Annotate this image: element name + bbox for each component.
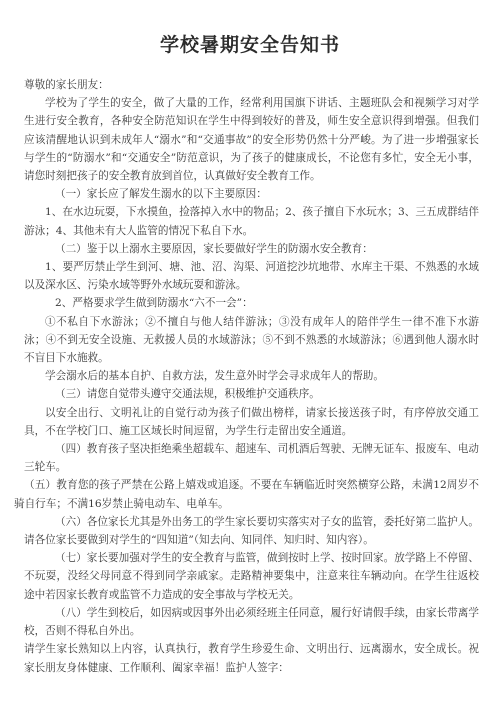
heading-drowning-causes: （一）家长应了解发生溺水的以下主要原因：	[55, 188, 267, 201]
heading-traffic-rules: （三）请您自觉带头遵守交通法规，积极维护交通秩序。	[55, 388, 320, 401]
heading-drowning-education: （二）鉴于以上溺水主要原因，家长要做好学生的防溺水安全教育：	[55, 242, 373, 255]
paragraph-closing-signature: 请学生家长熟知以上内容，认真执行，教育学生珍爱生命、文明出行、远离溺水，安全成长。祝家长朋友身体健康、工作顺利、阖家幸福！监护人签字：	[24, 643, 479, 674]
paragraph-six-rules: ①不私自下水游泳；②不擅自与他人结伴游泳；③没有成年人的陪伴学生一律不准下水游泳；④不到无安全设施、无救援人员的水域游泳；⑤不到不熟悉的水域游泳；⑥遇到他人溺水时不盲目下水施救。	[24, 315, 479, 365]
paragraph-safe-travel: 以安全出行、文明礼让的自觉行动为孩子们做出榜样，请家长接送孩子时，有序停放交通工具，不在学校门口、施工区域长时间逗留，为学生行走留出安全通道。	[24, 406, 479, 437]
paragraph-self-rescue: 学会溺水后的基本自护、自救方法，发生意外时学会寻求成年人的帮助。	[45, 370, 384, 383]
document-title: 学校暑期安全告知书	[159, 34, 340, 56]
document-body	[14, 76, 479, 677]
salutation: 尊敬的家长朋友：	[24, 79, 109, 91]
paragraph-vehicle-refusal: （四）教育孩子坚决拒绝乘坐超载车、超速车、司机酒后驾驶、无牌无证车、报废车、电动三轮车。	[24, 443, 479, 474]
paragraph-supervision: （七）家长要加强对学生的安全教育与监管，做到按时上学、按时回家。放学路上不停留、不玩耍，没经父母同意不得到同学亲戚家。走路精神要集中，注意来往车辆动向。在学生往返校途中若因家长教育或监管不力造成的安全事故与学校无关。	[24, 552, 479, 601]
paragraph-drowning-causes: 1、在水边玩耍，下水摸鱼，捡落掉入水中的物品；2、孩子擅自下水玩水；3、三五成群结伴游泳；4、其他未有大人监管的情况下私自下水。	[24, 206, 479, 237]
paragraph-road-safety: （五）教育您的孩子严禁在公路上嬉戏或追逐。不要在车辆临近时突然横穿公路，未满12周岁不骑自行车；不满16岁禁止骑电动车、电单车。	[14, 479, 479, 510]
paragraph-leave-procedure: （八）学生到校后，如因病或因事外出必须经班主任同意，履行好请假手续，由家长带离学校，否则不得私自外出。	[24, 606, 479, 638]
paragraph-prohibited-waters: 1、要严厉禁止学生到河、塘、池、沼、沟渠、河道挖沙坑地带、水库主干渠、不熟悉的水域以及深水区、污染水域等野外水域玩耍和游泳。	[24, 261, 479, 292]
paragraph-six-rules-heading: 2、严格要求学生做到防溺水“六不一会”：	[55, 297, 253, 310]
paragraph-guardianship: （六）各位家长尤其是外出务工的学生家长要切实落实对子女的监管，委托好第二监护人。请各位家长要做到对学生的“四知道”（知去向、知同伴、知归时、知内容）。	[24, 515, 479, 547]
paragraph-intro: 学校为了学生的安全，做了大量的工作，经常利用国旗下讲话、主题班队会和视频学习对学生进行安全教育，各种安全防范知识在学生中得到较好的普及，师生安全意识得到增强。但我们应该清醒地认识到未成年人“溺水”和“交通事故”的安全形势仍然十分严峻。为了进一步增强家长与学生的“防溺水”和“交通安全”防范意识，为了孩子的健康成长，不论您有多忙，安全无小事，请您时刻把孩子的安全教育放到首位，认真做好安全教育工作。	[24, 97, 479, 183]
